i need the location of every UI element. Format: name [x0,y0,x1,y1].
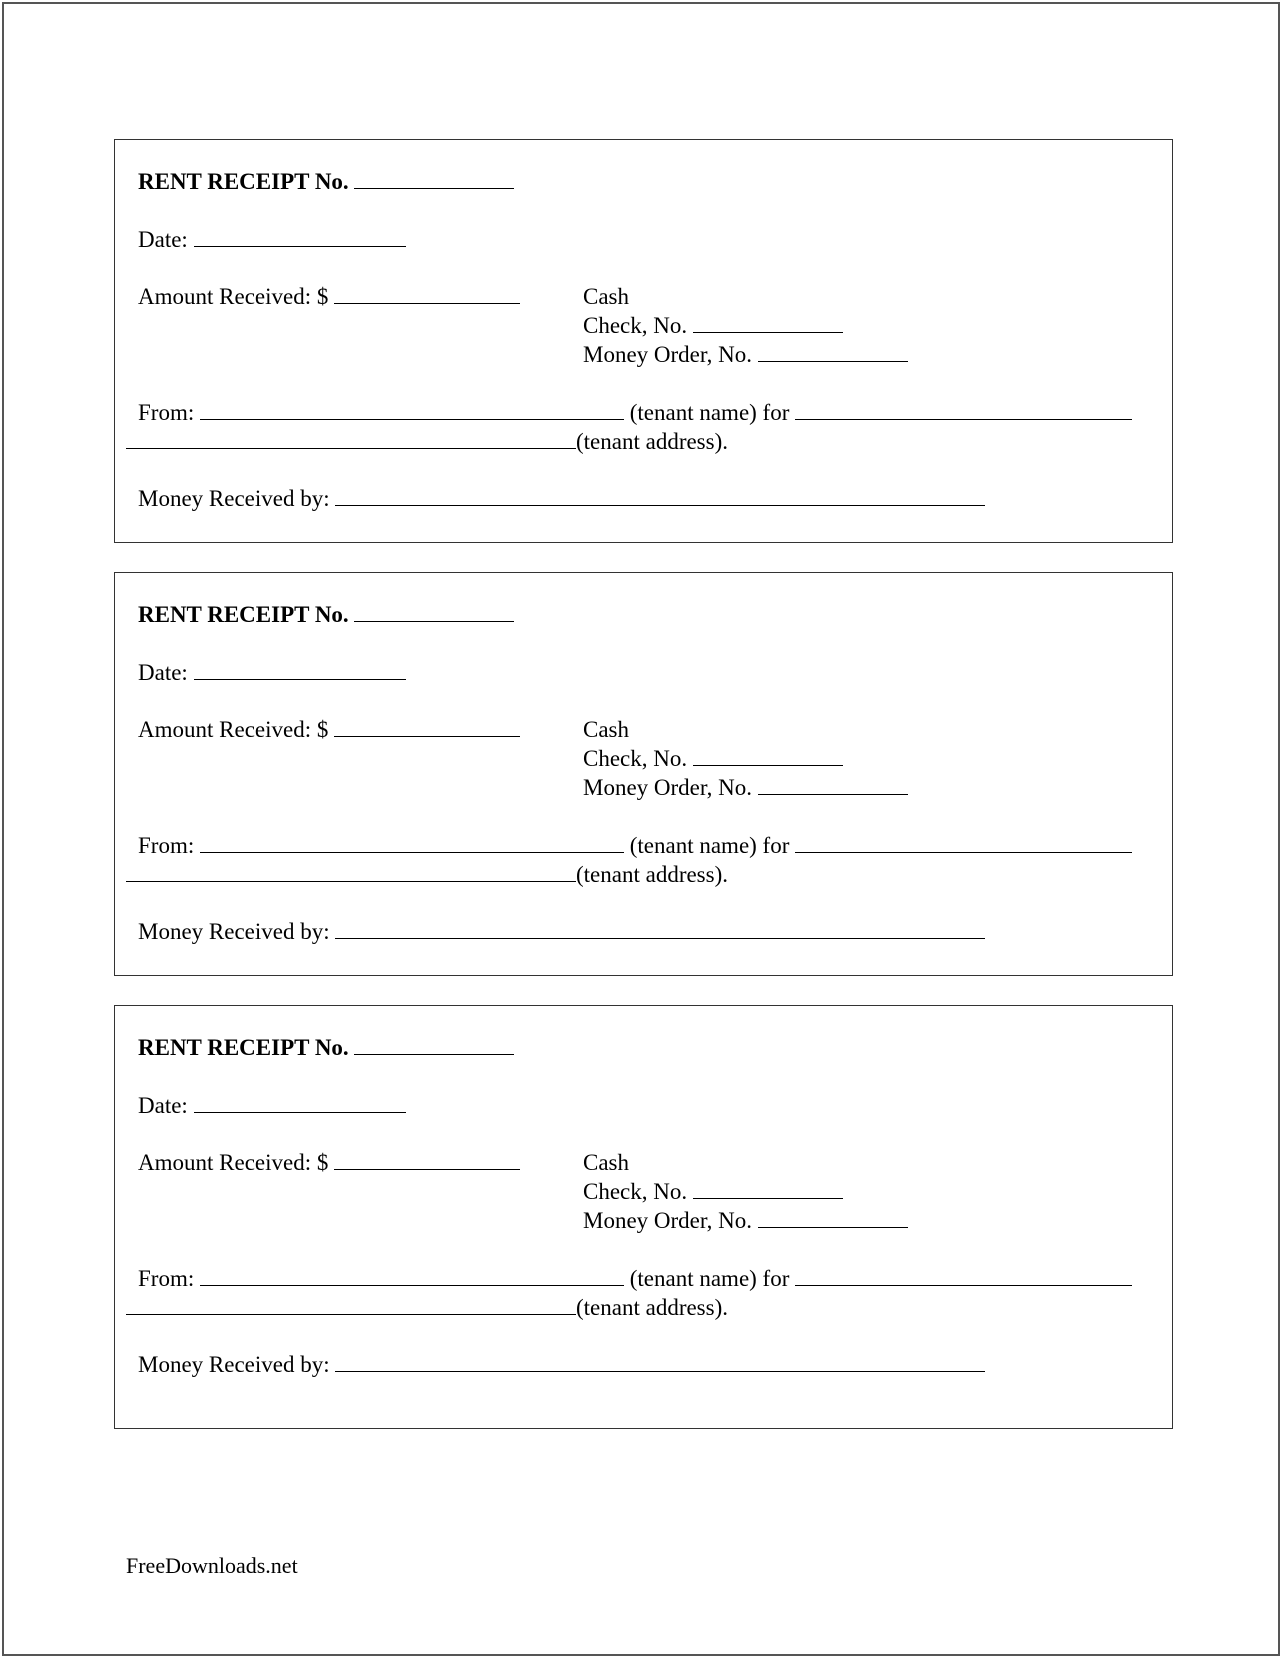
check-number-field[interactable] [693,311,843,333]
amount-row [138,715,520,744]
cash-label: Cash [583,284,629,309]
tenant-name-label: (tenant name) for [629,1266,790,1291]
check-label: Check, No. [583,1179,688,1204]
tenant-name-field[interactable] [200,398,624,420]
payment-cash [583,282,629,311]
address-row [126,427,728,456]
from-label: From: [138,833,195,858]
tenant-address-field-line1[interactable] [795,1264,1132,1286]
payment-money-order [583,773,908,802]
tenant-name-field[interactable] [200,1264,624,1286]
footer-source: FreeDownloads.net [126,1553,298,1578]
amount-field[interactable] [334,715,520,737]
cash-label: Cash [583,1150,629,1175]
date-label: Date: [138,1093,188,1118]
receipt-title-row [138,1033,514,1062]
received-by-field[interactable] [335,917,985,939]
tenant-address-field-line2[interactable] [126,427,576,449]
payment-check [583,1177,843,1206]
from-label: From: [138,400,195,425]
money-order-label: Money Order, No. [583,775,752,800]
receipt-title: RENT RECEIPT No. [138,602,349,627]
check-number-field[interactable] [693,1177,843,1199]
received-by-label: Money Received by: [138,1352,330,1377]
received-by-row [138,484,985,513]
from-label: From: [138,1266,195,1291]
receipt-title-row [138,167,514,196]
received-by-row [138,1350,985,1379]
date-label: Date: [138,660,188,685]
address-row [126,1293,728,1322]
date-row [138,225,406,254]
tenant-address-label: (tenant address). [576,429,728,454]
money-order-number-field[interactable] [758,340,908,362]
money-order-number-field[interactable] [758,1206,908,1228]
payment-check [583,311,843,340]
tenant-address-field-line2[interactable] [126,1293,576,1315]
check-label: Check, No. [583,313,688,338]
receipt-title: RENT RECEIPT No. [138,169,349,194]
payment-cash [583,715,629,744]
date-row [138,1091,406,1120]
amount-label: Amount Received: $ [138,1150,329,1175]
receipt-title-row [138,600,514,629]
cash-label: Cash [583,717,629,742]
amount-field[interactable] [334,282,520,304]
receipt-number-field[interactable] [354,167,514,189]
amount-label: Amount Received: $ [138,284,329,309]
receipt-title: RENT RECEIPT No. [138,1035,349,1060]
date-row [138,658,406,687]
check-number-field[interactable] [693,744,843,766]
received-by-label: Money Received by: [138,919,330,944]
received-by-field[interactable] [335,484,985,506]
date-field[interactable] [194,658,406,680]
check-label: Check, No. [583,746,688,771]
money-order-number-field[interactable] [758,773,908,795]
payment-money-order [583,1206,908,1235]
tenant-address-label: (tenant address). [576,862,728,887]
receipt-number-field[interactable] [354,600,514,622]
tenant-name-label: (tenant name) for [629,833,790,858]
money-order-label: Money Order, No. [583,1208,752,1233]
date-field[interactable] [194,1091,406,1113]
from-row [138,1264,1132,1293]
amount-field[interactable] [334,1148,520,1170]
tenant-address-field-line2[interactable] [126,860,576,882]
tenant-name-field[interactable] [200,831,624,853]
rent-receipt [114,572,1173,976]
received-by-label: Money Received by: [138,486,330,511]
tenant-address-field-line1[interactable] [795,831,1132,853]
payment-cash [583,1148,629,1177]
amount-row [138,1148,520,1177]
from-row [138,398,1132,427]
tenant-name-label: (tenant name) for [629,400,790,425]
tenant-address-field-line1[interactable] [795,398,1132,420]
received-by-field[interactable] [335,1350,985,1372]
receipt-number-field[interactable] [354,1033,514,1055]
payment-check [583,744,843,773]
date-label: Date: [138,227,188,252]
address-row [126,860,728,889]
payment-money-order [583,340,908,369]
amount-label: Amount Received: $ [138,717,329,742]
amount-row [138,282,520,311]
rent-receipt [114,139,1173,543]
date-field[interactable] [194,225,406,247]
from-row [138,831,1132,860]
tenant-address-label: (tenant address). [576,1295,728,1320]
rent-receipt [114,1005,1173,1429]
received-by-row [138,917,985,946]
money-order-label: Money Order, No. [583,342,752,367]
